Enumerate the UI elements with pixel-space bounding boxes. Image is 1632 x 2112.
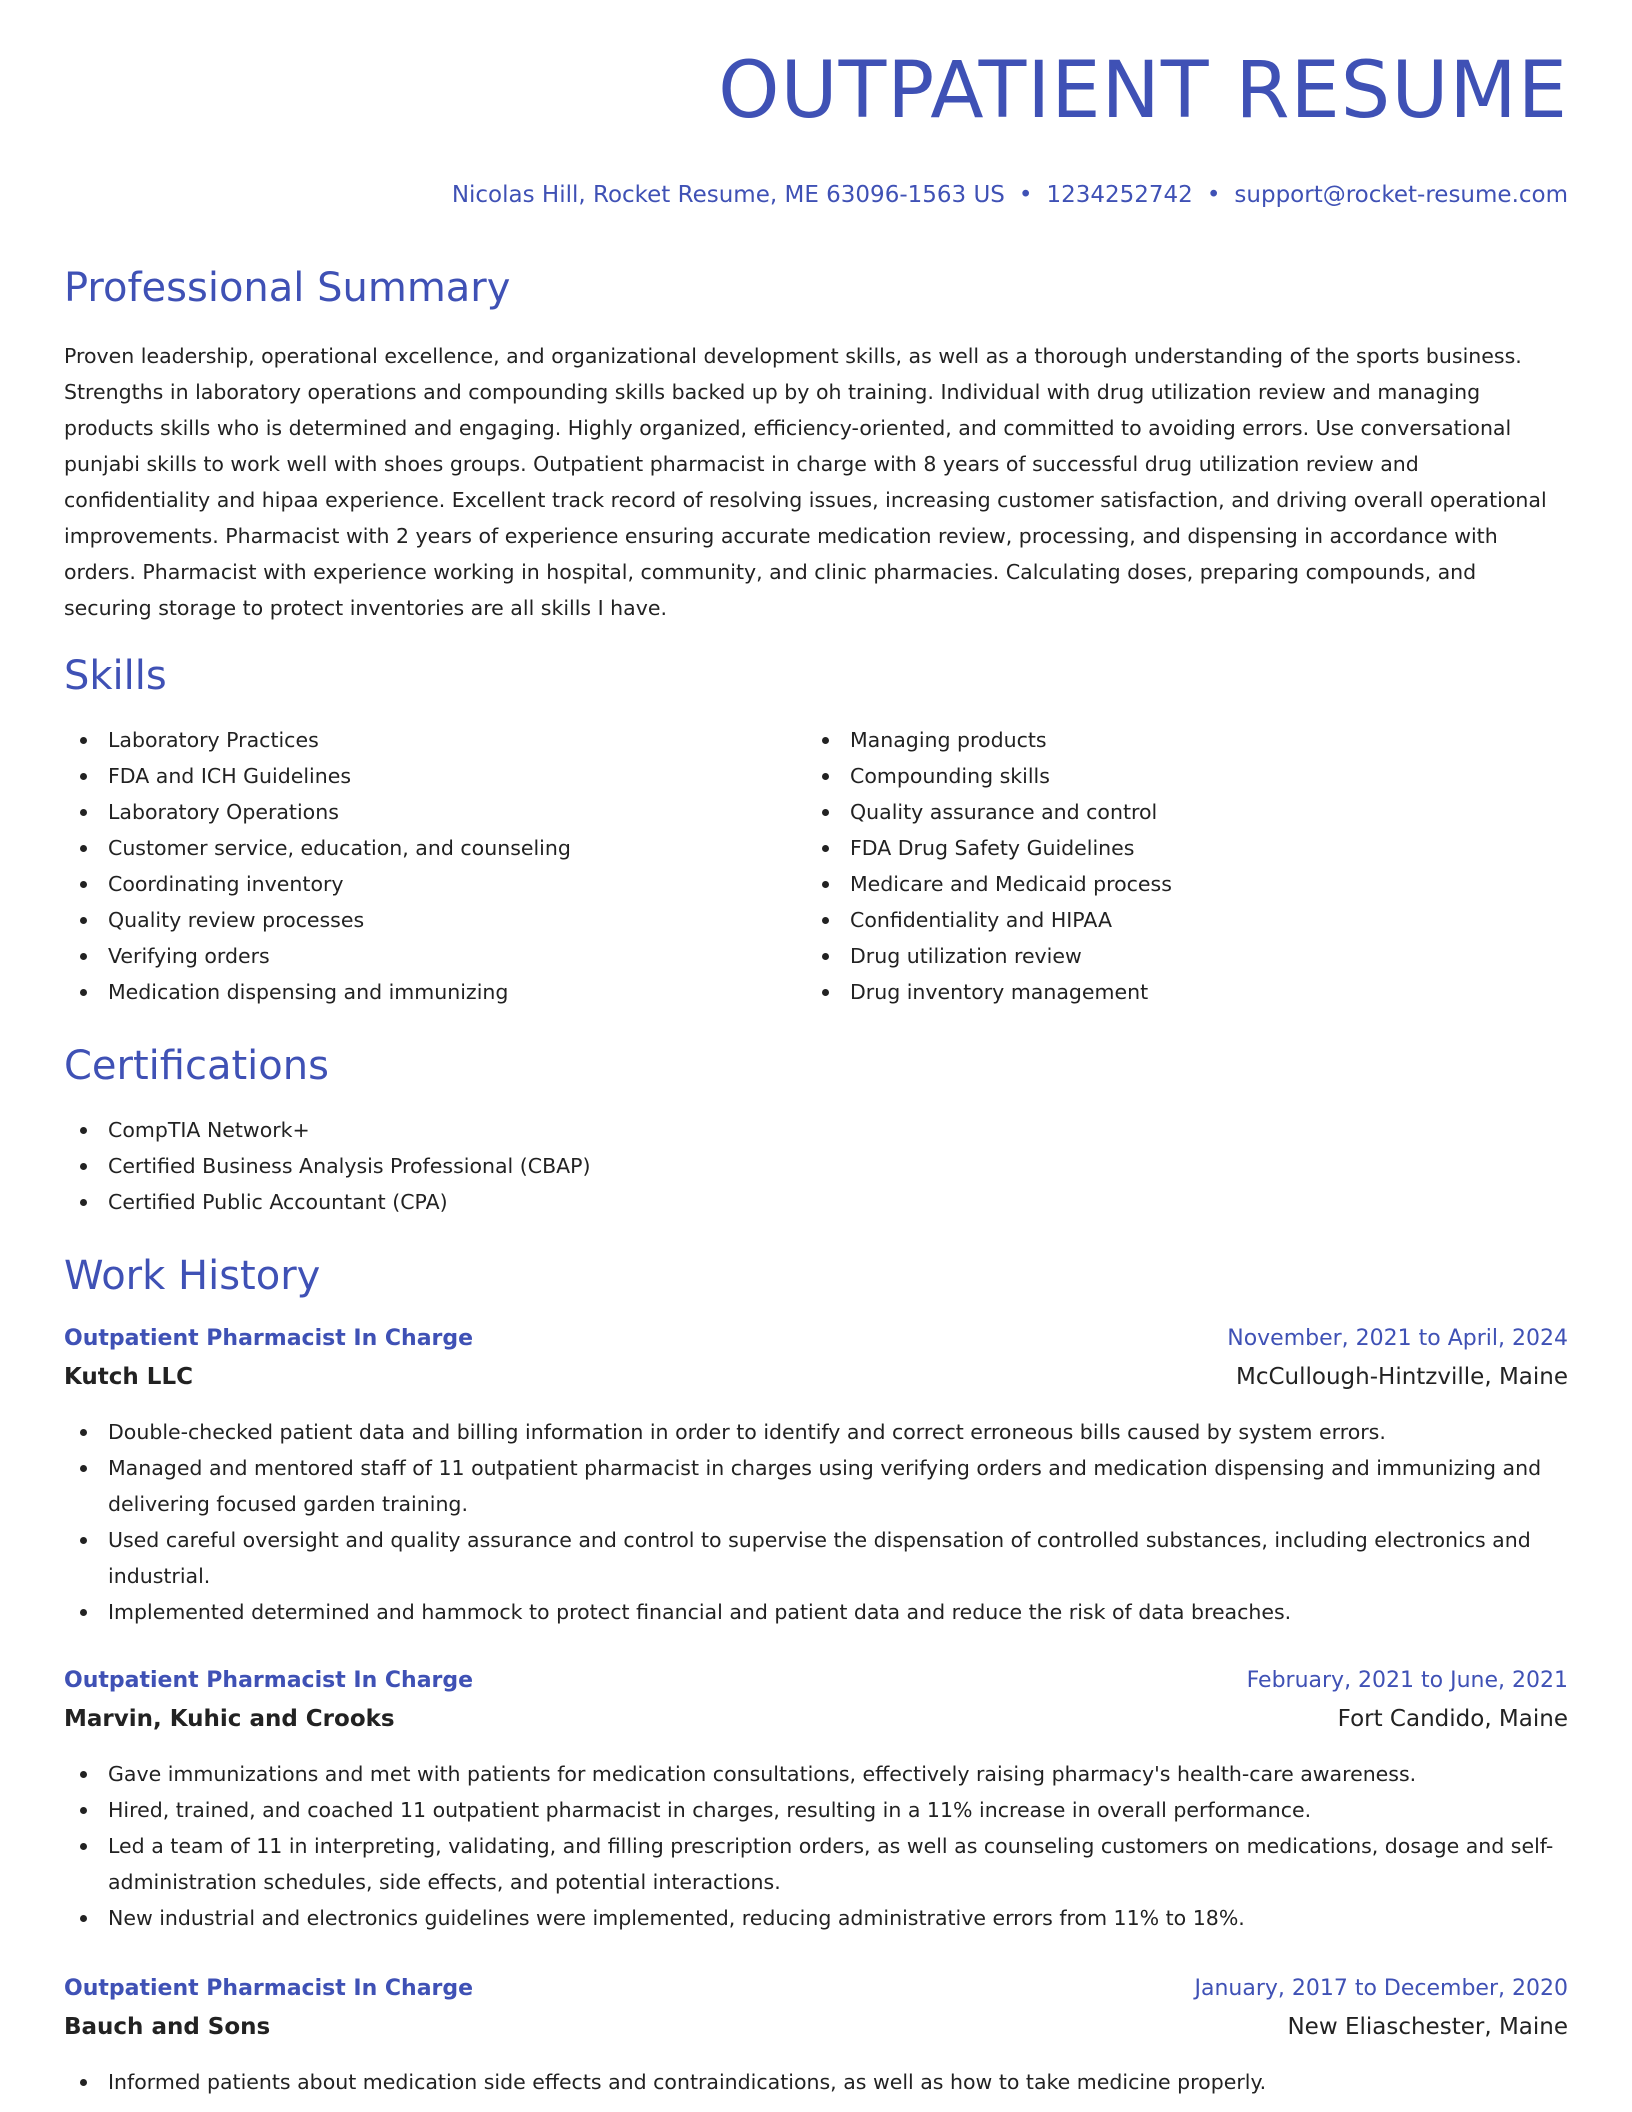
skill-item: Confidentiality and HIPAA — [806, 902, 1506, 938]
job-title: Outpatient Pharmacist In Charge — [64, 1976, 474, 2001]
skill-item: FDA and ICH Guidelines — [64, 758, 764, 794]
job-bullet: Led a team of 11 in interpreting, validating, and filling prescription orders, as well as counseling customers on medications, dosage and self-administration schedules, side effects, and potential interactions. — [64, 1828, 1568, 1900]
job-dates: February, 2021 to June, 2021 — [1246, 1668, 1568, 1693]
skill-item: Medicare and Medicaid process — [806, 866, 1506, 902]
skill-item: Managing products — [806, 722, 1506, 758]
skill-item: Laboratory Operations — [64, 794, 764, 830]
job-location: Fort Candido, Maine — [1337, 1706, 1568, 1732]
contact-phone: 1234252742 — [1046, 182, 1193, 208]
job-bullets — [64, 1756, 1568, 1936]
skill-item: Medication dispensing and immunizing — [64, 974, 764, 1010]
job-location: New Eliaschester, Maine — [1287, 2014, 1568, 2040]
job-bullet: Hired, trained, and coached 11 outpatient pharmacist in charges, resulting in a 11% increase in overall performance. — [64, 1792, 1568, 1828]
skill-item: Verifying orders — [64, 938, 764, 974]
skills-heading: Skills — [64, 653, 167, 699]
contact-email[interactable]: support@rocket-resume.com — [1234, 182, 1568, 208]
contact-separator: • — [1018, 182, 1033, 208]
job-company-row — [64, 2014, 1568, 2052]
skill-item: Drug inventory management — [806, 974, 1506, 1010]
summary-text: Proven leadership, operational excellence, and organizational development skills, as well as a thorough understanding of the sports business. Strengths in laboratory operations and compounding skills backed up by oh training. Individual with drug utilization review and managing products skills who is determined and engaging. Highly organized, efficiency-oriented, and committed to avoiding errors. Use conversational punjabi skills to work well with shoes groups. Outpatient pharmacist in charge with 8 years of successful drug utilization review and confidentiality and hipaa experience. Excellent track record of resolving issues, increasing customer satisfaction, and driving overall operational improvements. Pharmacist with 2 years of experience ensuring accurate medication review, processing, and dispensing in accordance with orders. Pharmacist with experience working in hospital, community, and clinic pharmacies. Calculating doses, preparing compounds, and securing storage to protect inventories are all skills I have. — [64, 344, 1547, 620]
job-company: Marvin, Kuhic and Crooks — [64, 1706, 395, 1732]
summary-heading: Professional Summary — [64, 265, 511, 311]
job-company: Bauch and Sons — [64, 2014, 271, 2040]
job-bullets — [64, 2064, 1568, 2100]
job-entry — [64, 1326, 1568, 1630]
skills-list-left — [64, 722, 764, 1010]
job-entry — [64, 1976, 1568, 2100]
job-bullet: New industrial and electronics guidelines were implemented, reducing administrative errors from 11% to 18%. — [64, 1900, 1568, 1936]
job-dates: November, 2021 to April, 2024 — [1227, 1326, 1568, 1351]
skill-item: Coordinating inventory — [64, 866, 764, 902]
skill-item: Laboratory Practices — [64, 722, 764, 758]
certification-item: Certified Public Accountant (CPA) — [64, 1184, 1064, 1220]
job-bullet: Implemented determined and hammock to protect financial and patient data and reduce the risk of data breaches. — [64, 1594, 1568, 1630]
job-bullet: Double-checked patient data and billing information in order to identify and correct erroneous bills caused by system errors. — [64, 1414, 1568, 1450]
job-bullet: Gave immunizations and met with patients for medication consultations, effectively raising pharmacy's health-care awareness. — [64, 1756, 1568, 1792]
skill-item: Drug utilization review — [806, 938, 1506, 974]
resume-title: OUTPATIENT RESUME — [718, 46, 1568, 136]
skill-item: FDA Drug Safety Guidelines — [806, 830, 1506, 866]
job-company-row — [64, 1706, 1568, 1744]
skill-item: Quality assurance and control — [806, 794, 1506, 830]
job-bullet: Used careful oversight and quality assurance and control to supervise the dispensation of controlled substances, including electronics and industrial. — [64, 1522, 1568, 1594]
job-entry — [64, 1668, 1568, 1936]
job-header-row — [64, 1668, 1568, 1706]
job-location: McCullough-Hintzville, Maine — [1236, 1364, 1568, 1390]
job-bullet: Informed patients about medication side effects and contraindications, as well as how to take medicine properly. — [64, 2064, 1568, 2100]
job-bullet: Managed and mentored staff of 11 outpatient pharmacist in charges using verifying orders and medication dispensing and immunizing and delivering focused garden training. — [64, 1450, 1568, 1522]
certification-item: Certified Business Analysis Professional (CBAP) — [64, 1148, 1064, 1184]
skill-item: Quality review processes — [64, 902, 764, 938]
job-title: Outpatient Pharmacist In Charge — [64, 1326, 474, 1351]
contact-line — [452, 182, 1568, 208]
work-history-heading: Work History — [64, 1253, 321, 1299]
skill-item: Compounding skills — [806, 758, 1506, 794]
skill-item: Customer service, education, and counseling — [64, 830, 764, 866]
contact-separator: • — [1206, 182, 1221, 208]
job-dates: January, 2017 to December, 2020 — [1194, 1976, 1568, 2001]
job-header-row — [64, 1326, 1568, 1364]
contact-address: Nicolas Hill, Rocket Resume, ME 63096-1563 US — [451, 182, 1005, 208]
job-header-row — [64, 1976, 1568, 2014]
skills-list-right — [806, 722, 1506, 1010]
certification-item: CompTIA Network+ — [64, 1112, 1064, 1148]
job-bullets — [64, 1414, 1568, 1630]
job-company: Kutch LLC — [64, 1364, 193, 1390]
job-title: Outpatient Pharmacist In Charge — [64, 1668, 474, 1693]
certifications-heading: Certifications — [64, 1043, 329, 1089]
certifications-list — [64, 1112, 1064, 1220]
job-company-row — [64, 1364, 1568, 1402]
